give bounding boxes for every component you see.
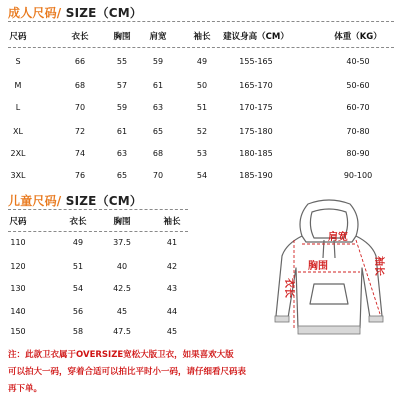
adult-table-cell: 180-185 bbox=[239, 149, 273, 158]
adult-table-cell: 3XL bbox=[10, 171, 26, 180]
kids-table-cell: 110 bbox=[10, 238, 26, 247]
adult-table-cell: 165-170 bbox=[239, 81, 273, 90]
adult-table-cell: 68 bbox=[152, 149, 164, 158]
adult-table-cell: 170-175 bbox=[239, 103, 273, 112]
kids-table-cell: 45 bbox=[166, 327, 178, 336]
adult-table-cell: 57 bbox=[116, 81, 128, 90]
adult-table-cell: 63 bbox=[152, 103, 164, 112]
note-line-1: 注：此款卫衣属于OVERSIZE宽松大版卫衣，如果喜欢大版 bbox=[8, 350, 234, 360]
kids-table-cell: 41 bbox=[166, 238, 178, 247]
kids-title-en: SIZE（CM） bbox=[61, 194, 143, 208]
adult-title-separator bbox=[8, 21, 394, 22]
adult-table-row bbox=[0, 57, 400, 71]
adult-table-row bbox=[0, 127, 400, 141]
adult-table-cell: 49 bbox=[196, 57, 208, 66]
hoodie-measurement-diagram bbox=[268, 196, 390, 342]
kids-table-cell: 54 bbox=[72, 284, 84, 293]
adult-table-cell: 68 bbox=[74, 81, 86, 90]
adult-table-cell: 70-80 bbox=[346, 127, 370, 136]
adult-table-row bbox=[0, 81, 400, 95]
adult-header-row bbox=[0, 30, 400, 44]
note-line-3: 再下单。 bbox=[8, 384, 43, 394]
kids-table-cell: 37.5 bbox=[113, 238, 131, 247]
kids-table-cell: 51 bbox=[72, 262, 84, 271]
kids-header-cell: 胸围 bbox=[113, 217, 131, 227]
adult-table-cell: 65 bbox=[152, 127, 164, 136]
adult-table-cell: 66 bbox=[74, 57, 86, 66]
kids-title-separator bbox=[8, 209, 188, 210]
adult-table-row bbox=[0, 103, 400, 117]
adult-header-cell: 尺码 bbox=[9, 32, 27, 42]
adult-table-row bbox=[0, 171, 400, 185]
kids-header-cell: 衣长 bbox=[69, 217, 87, 227]
kids-table-cell: 49 bbox=[72, 238, 84, 247]
adult-table-cell: 175-180 bbox=[239, 127, 273, 136]
adult-table-cell: 76 bbox=[74, 171, 86, 180]
kids-table-cell: 120 bbox=[10, 262, 26, 271]
adult-table-cell: 70 bbox=[152, 171, 164, 180]
adult-table-cell: 50-60 bbox=[346, 81, 370, 90]
adult-table-cell: 70 bbox=[74, 103, 86, 112]
kids-table-cell: 42.5 bbox=[113, 284, 131, 293]
kids-table-cell: 140 bbox=[10, 307, 26, 316]
adult-table-cell: 54 bbox=[196, 171, 208, 180]
adult-table-cell: 185-190 bbox=[239, 171, 273, 180]
adult-table-cell: XL bbox=[13, 127, 23, 136]
hoodie-ribbed-hem bbox=[275, 316, 383, 334]
adult-table-cell: S bbox=[15, 57, 21, 66]
adult-table-cell: 61 bbox=[116, 127, 128, 136]
adult-title-en: SIZE（CM） bbox=[61, 6, 143, 20]
adult-header-cell: 袖长 bbox=[193, 32, 211, 42]
kids-table-cell: 45 bbox=[116, 307, 128, 316]
adult-table-cell: 59 bbox=[116, 103, 128, 112]
kids-table-cell: 47.5 bbox=[113, 327, 131, 336]
adult-header-cell: 肩宽 bbox=[149, 32, 167, 42]
kids-header-cell: 袖长 bbox=[163, 217, 181, 227]
adult-header-cell: 体重（KG） bbox=[334, 32, 382, 42]
adult-table-cell: 52 bbox=[196, 127, 208, 136]
adult-title-cn: 成人尺码/ bbox=[8, 6, 62, 20]
kids-table-cell: 44 bbox=[166, 307, 178, 316]
kids-header-separator bbox=[8, 231, 188, 232]
adult-table-cell: 61 bbox=[152, 81, 164, 90]
adult-table-row bbox=[0, 149, 400, 163]
adult-table-cell: 90-100 bbox=[343, 171, 373, 180]
adult-table-cell: 63 bbox=[116, 149, 128, 158]
kids-table-cell: 56 bbox=[72, 307, 84, 316]
adult-table-cell: 53 bbox=[196, 149, 208, 158]
adult-table-cell: 59 bbox=[152, 57, 164, 66]
adult-table-cell: 2XL bbox=[10, 149, 26, 158]
hoodie-outline bbox=[276, 200, 382, 328]
note-line-2: 可以拍大一码，穿着合适可以拍比平时小一码，请仔细看尺码表 bbox=[8, 367, 247, 377]
adult-header-cell: 胸围 bbox=[113, 32, 131, 42]
kids-table-cell: 43 bbox=[166, 284, 178, 293]
kids-header-cell: 尺码 bbox=[9, 217, 27, 227]
label-length: 衣长 bbox=[283, 278, 294, 298]
adult-table-cell: 74 bbox=[74, 149, 86, 158]
adult-table-cell: 55 bbox=[116, 57, 128, 66]
adult-size-title bbox=[8, 4, 142, 21]
kids-size-title bbox=[8, 192, 142, 209]
kids-title-cn: 儿童尺码/ bbox=[8, 194, 62, 208]
label-shoulder: 肩宽 bbox=[328, 232, 348, 243]
adult-header-cell: 衣长 bbox=[71, 32, 89, 42]
kids-table-cell: 58 bbox=[72, 327, 84, 336]
adult-table-cell: 65 bbox=[116, 171, 128, 180]
adult-table-cell: 155-165 bbox=[239, 57, 273, 66]
kids-table-cell: 42 bbox=[166, 262, 178, 271]
adult-table-cell: M bbox=[14, 81, 22, 90]
kids-table-cell: 40 bbox=[116, 262, 128, 271]
label-sleeve: 袖长 bbox=[373, 256, 384, 276]
adult-table-cell: L bbox=[15, 103, 21, 112]
adult-table-cell: 51 bbox=[196, 103, 208, 112]
adult-table-cell: 60-70 bbox=[346, 103, 370, 112]
kids-table-cell: 150 bbox=[10, 327, 26, 336]
kids-table-cell: 130 bbox=[10, 284, 26, 293]
adult-table-cell: 80-90 bbox=[346, 149, 370, 158]
adult-table-cell: 50 bbox=[196, 81, 208, 90]
adult-header-cell: 建议身高（CM） bbox=[223, 32, 289, 42]
label-chest: 胸围 bbox=[308, 261, 328, 272]
adult-table-cell: 72 bbox=[74, 127, 86, 136]
adult-table-cell: 40-50 bbox=[346, 57, 370, 66]
adult-header-separator bbox=[8, 47, 394, 48]
